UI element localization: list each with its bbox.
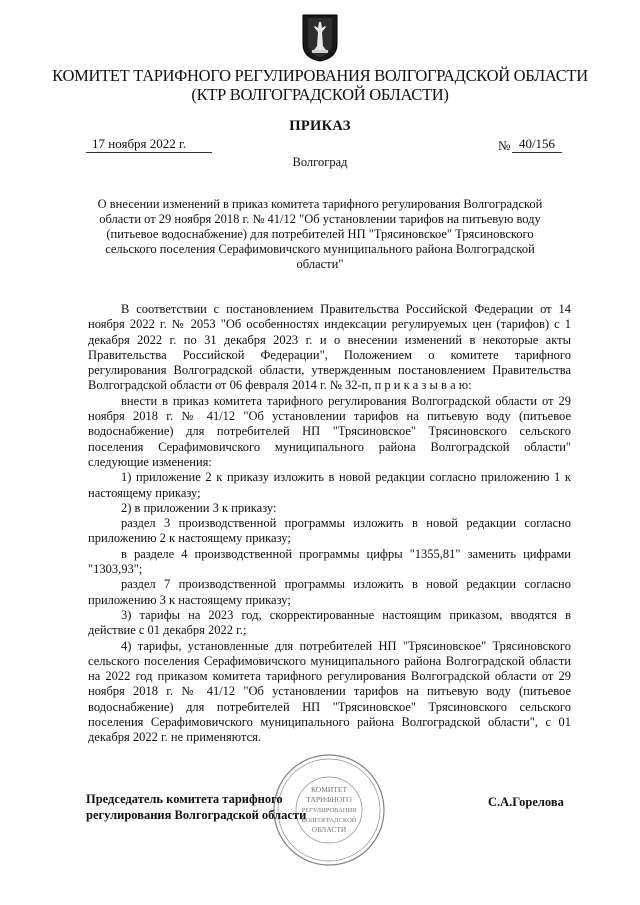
number-sign: № xyxy=(498,138,511,153)
document-subject xyxy=(88,197,552,272)
body-paragraph: 1) приложение 2 к приказу изложить в новой редакции согласно приложению 1 к настоящему приказу; xyxy=(88,470,571,500)
document-type-title: ПРИКАЗ xyxy=(289,118,351,134)
body-paragraph: раздел 7 производственной программы изложить в новой редакции согласно приложению 3 к настоящему приказу; xyxy=(88,577,571,607)
signatory-name: С.А.Горелова xyxy=(488,795,564,809)
body-paragraph: внести в приказ комитета тарифного регулирования Волгоградской области от 29 ноября 2018 г. № 41/12 "Об установлении тарифов на питьевую воду (питьевое водоснабжение) для потребителей НП "Трясиновское" Трясиновского сельского поселения Серафимовичского муниципального района Волгоградской области" следующие изменения: xyxy=(88,393,571,469)
organization-short-name: (КТР ВОЛГОГРАДСКОЙ ОБЛАСТИ) xyxy=(191,85,449,104)
body-paragraph: 4) тарифы, установленные для потребителей НП "Трясиновское" Трясиновского сельского поселения Серафимовичского муниципального района Волгоградской области на 2022 год приказом комитета тарифного регулирования Волгоградской области от 29 ноября 2018 г. № 41/12 "Об установлении тарифов на питьевую воду (питьевое водоснабжение) для потребителей НП "Трясиновское" Трясиновского сельского поселения Серафимовичского муниципального района Волгоградской области", с 01 декабря 2022 г. не применяются. xyxy=(88,638,571,745)
document-body xyxy=(88,302,571,746)
subject-line: О внесении изменений в приказ комитета тарифного регулирования Волгоградской xyxy=(97,197,543,211)
body-paragraph: раздел 3 производственной программы изложить в новой редакции согласно приложению 2 к настоящему приказу; xyxy=(88,516,571,546)
svg-text:ОБЛАСТИ: ОБЛАСТИ xyxy=(311,825,347,834)
signatory-title-line: Председатель комитета тарифного xyxy=(86,792,283,806)
document-city: Волгоград xyxy=(292,155,348,169)
document-date: 17 ноября 2022 г. xyxy=(86,136,212,153)
subject-line: области от 29 ноября 2018 г. № 41/12 "Об установлении тарифов на питьевую воду xyxy=(99,212,541,226)
body-paragraph: 2) в приложении 3 к приказу: xyxy=(121,500,277,515)
organization-name: КОМИТЕТ ТАРИФНОГО РЕГУЛИРОВАНИЯ ВОЛГОГРАДСКОЙ ОБЛАСТИ xyxy=(52,66,588,85)
subject-line: сельского поселения Серафимовичского муниципального района Волгоградской xyxy=(105,242,535,256)
preamble-paragraph: В соответствии с постановлением Правительства Российской Федерации от 14 ноября 2022 г. № 2053 "Об особенностях индексации регулируемых цен (тарифов) с 1 декабря 2022 г. по 31 декабря 2023 г. и о внесении изменений в некоторые акты Правительства Российской Федерации", Положением о комитете тарифного регулирования Волгоградской области, утвержденным постановлением Правительства Волгоградской области от 06 февраля 2014 г. № 32-п, п р и к а з ы в а ю: xyxy=(88,302,571,393)
coat-of-arms-emblem xyxy=(302,14,338,62)
svg-text:РЕГУЛИРОВАНИЯ: РЕГУЛИРОВАНИЯ xyxy=(301,807,357,814)
body-paragraph: в разделе 4 производственной программы цифры "1355,81" заменить цифрами "1303,93"; xyxy=(88,546,571,577)
subject-line: области" xyxy=(296,257,344,271)
svg-text:КОМИТЕТ: КОМИТЕТ xyxy=(310,785,348,794)
svg-text:ВОЛГОГРАДСКОЙ: ВОЛГОГРАДСКОЙ xyxy=(301,817,357,824)
svg-text:ТАРИФНОГО: ТАРИФНОГО xyxy=(306,795,352,804)
document-number: 40/156 xyxy=(512,136,562,153)
signatory-title xyxy=(86,791,306,823)
subject-line: (питьевое водоснабжение) для потребителей НП "Трясиновское" Трясиновского xyxy=(106,227,534,241)
signatory-title-line: регулирования Волгоградской области xyxy=(86,808,307,822)
body-paragraph: 3) тарифы на 2023 год, скорректированные настоящим приказом, вводятся в действие с 01 декабря 2022 г.; xyxy=(88,607,571,638)
